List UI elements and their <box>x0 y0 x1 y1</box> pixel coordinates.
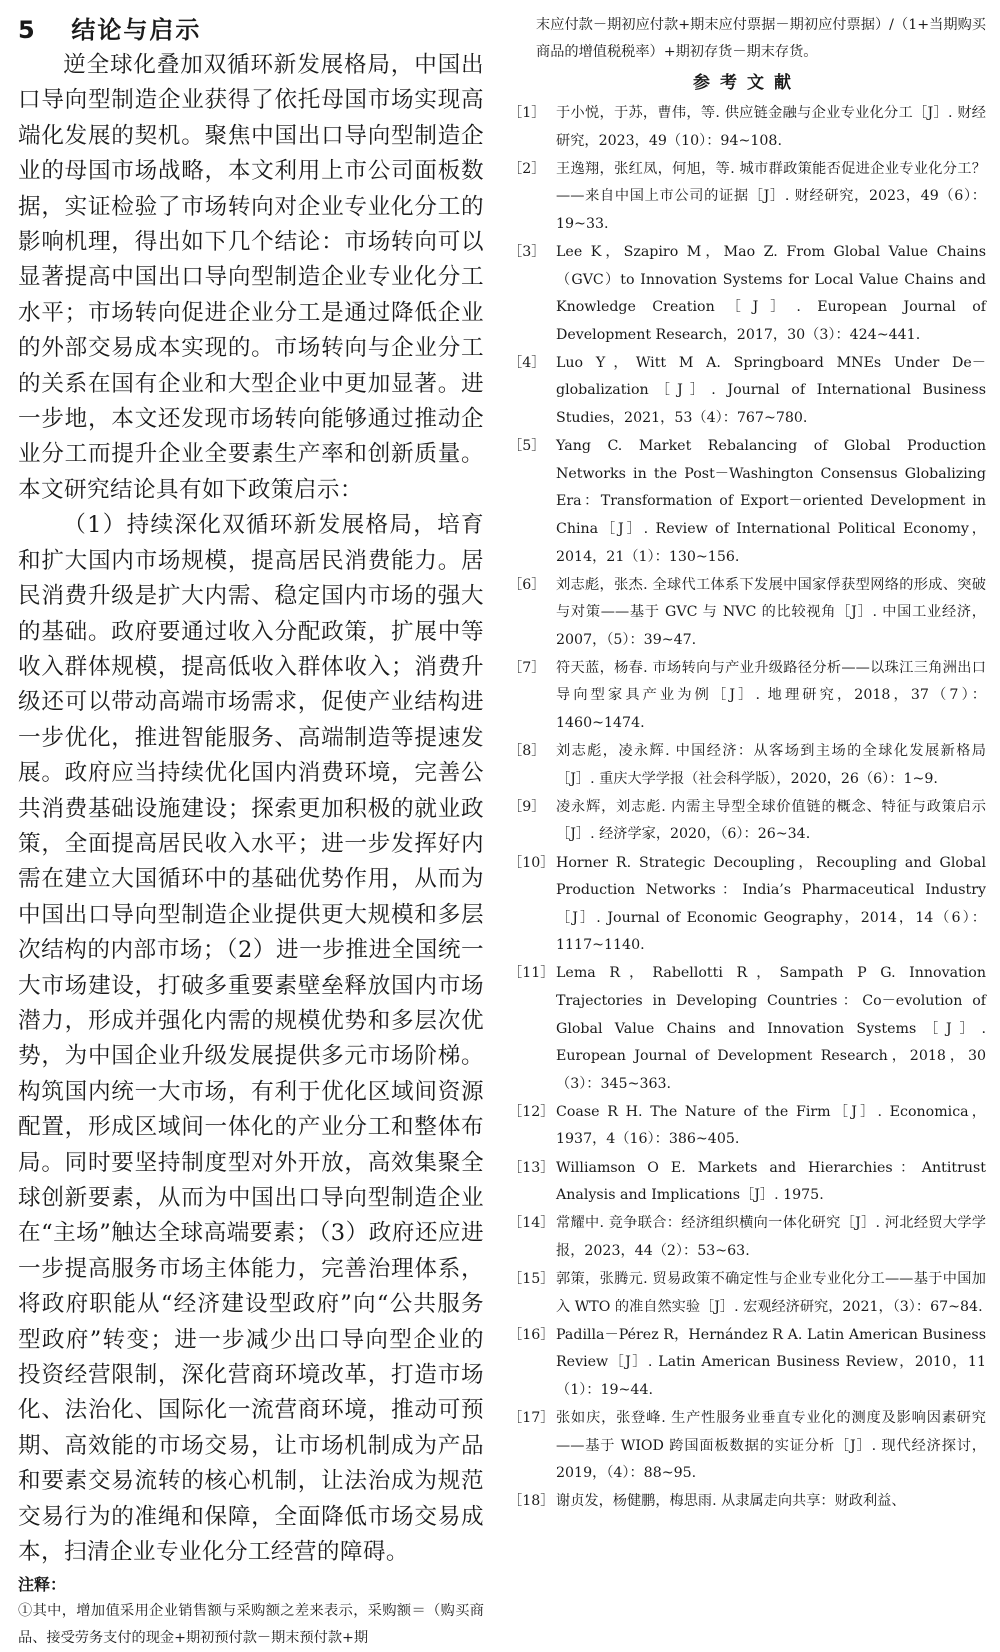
reference-text: 常耀中. 竞争联合：经济组织横向一体化研究［J］. 河北经贸大学学报，2023，44（2）：53~63. <box>556 1215 986 1259</box>
reference-text: Yang C. Market Rebalancing of Global Production Networks in the Post－Washington Consensus Globalizing Era：Transformation of Export－oriented Development in China［J］. Review of International Political Economy，2014，21（1）：130~156. <box>556 438 986 565</box>
reference-item <box>508 350 986 433</box>
reference-number: ［12］ <box>508 1103 555 1120</box>
reference-number: ［17］ <box>508 1409 555 1426</box>
reference-item <box>508 738 986 793</box>
reference-number: ［4］ <box>508 354 546 371</box>
reference-item <box>508 1266 986 1321</box>
policy-paragraph: （1）持续深化双循环新发展格局，培育和扩大国内市场规模，提高居民消费能力。居民消费升级是扩大内需、稳定国内市场的强大的基础。政府要通过收入分配政策，扩展中等收入群体规模，提高低收入群体收入；消费升级还可以带动高端市场需求，促使产业结构进一步优化，推进智能服务、高端制造等提速发展。政府应当持续优化国内消费环境，完善公共消费基础设施建设；探索更加积极的就业政策，全面提高居民收入水平；进一步发挥好内需在建立大国循环中的基础优势作用，从而为中国出口导向型制造企业提供更大规模和多层次结构的内部市场；（2）进一步推进全国统一大市场建设，打破多重要素壁垒释放国内市场潜力，形成并强化内需的规模优势和多层次优势，为中国企业升级发展提供多元市场阶梯。构筑国内统一大市场，有利于优化区域间资源配置，形成区域间一体化的产业分工和整体布局。同时要坚持制度型对外开放，高效集聚全球创新要素，从而为中国出口导向型制造企业在“主场”触达全球高端要素；（3）政府还应进一步提高服务市场主体能力，完善治理体系，将政府职能从“经济建设型政府”向“公共服务型政府”转变；进一步减少出口导向型企业的投资经营限制，深化营商环境改革，打造市场化、法治化、国际化一流营商环境，推动可预期、高效能的市场交易，让市场机制成为产品和要素交易流转的核心机制，让法治成为规范交易行为的准绳和保障，全面降低市场交易成本，扫清企业专业化分工经营的障碍。 <box>18 512 484 1566</box>
note-1: ①其中，增加值采用企业销售额与采购额之差来表示，采购额＝（购买商品、接受劳务支付的现金+期初预付款－期末预付款+期 <box>18 1603 484 1647</box>
reference-number: ［16］ <box>508 1326 555 1343</box>
reference-item <box>508 1099 986 1154</box>
reference-number: ［18］ <box>508 1493 555 1510</box>
notes-block <box>18 1572 484 1652</box>
reference-text: Lee K，Szapiro M，Mao Z. From Global Value Chains（GVC）to Innovation Systems for Local Value Chains and Knowledge Creation［J］. European Journal of Development Research，2017，30（3）：424~441. <box>556 243 986 343</box>
reference-number: ［11］ <box>508 965 555 982</box>
reference-item <box>508 960 986 1098</box>
section-title: 结论与启示 <box>71 16 202 44</box>
section-heading <box>18 12 484 48</box>
reference-number: ［5］ <box>508 438 546 455</box>
reference-number: ［3］ <box>508 243 546 260</box>
reference-text: Horner R. Strategic Decoupling，Recoupling and Global Production Networks：India’s Pharmaceutical Industry［J］. Journal of Economic Geography，2014，14（6）：1117~1140. <box>556 854 986 954</box>
reference-text: 刘志彪，凌永辉. 中国经济：从客场到主场的全球化发展新格局［J］. 重庆大学学报（社会科学版），2020，26（6）：1~9. <box>556 743 986 787</box>
notes-heading: 注释： <box>18 1575 67 1595</box>
reference-number: ［14］ <box>508 1215 555 1232</box>
references-heading: 参考文献 <box>693 73 801 93</box>
reference-list <box>508 100 986 1516</box>
reference-item <box>508 655 986 738</box>
reference-number: ［8］ <box>508 743 546 760</box>
reference-number: ［7］ <box>508 659 546 676</box>
reference-item <box>508 572 986 655</box>
left-column <box>18 12 484 1652</box>
reference-item <box>508 156 986 239</box>
reference-item <box>508 1155 986 1210</box>
reference-number: ［13］ <box>508 1159 555 1176</box>
reference-item <box>508 100 986 155</box>
reference-text: 符天蓝，杨春. 市场转向与产业升级路径分析——以珠江三角洲出口导向型家具产业为例［J］. 地理研究，2018，37（7）：1460~1474. <box>556 659 986 732</box>
reference-item <box>508 794 986 849</box>
reference-number: ［1］ <box>508 105 546 121</box>
reference-text: Padilla－Pérez R，Hernández R A. Latin American Business Review［J］. Latin American Business Review，2010，11（1）：19~44. <box>556 1326 986 1398</box>
reference-item <box>508 239 986 349</box>
reference-number: ［15］ <box>508 1270 555 1287</box>
reference-text: Lema R，Rabellotti R，Sampath P G. Innovation Trajectories in Developing Countries：Co－evolution of Global Value Chains and Innovation Systems［J］. European Journal of Development Research，2018，30（3）：345~363. <box>556 965 986 1092</box>
section-number: 5 <box>18 16 37 44</box>
right-column <box>508 12 986 1516</box>
reference-number: ［2］ <box>508 160 546 177</box>
reference-item <box>508 1210 986 1265</box>
reference-text: Coase R H. The Nature of the Firm［J］. Economica，1937，4（16）：386~405. <box>556 1103 986 1148</box>
note-1-continued: 末应付款－期初应付款+期末应付票据－期初应付票据）/（1+当期购买商品的增值税税率）+期初存货－期末存货。 <box>536 17 986 60</box>
reference-item <box>508 1322 986 1405</box>
reference-text: 刘志彪，张杰. 全球代工体系下发展中国家俘获型网络的形成、突破与对策——基于 GVC 与 NVC 的比较视角［J］. 中国工业经济，2007，（5）：39~47. <box>556 576 986 648</box>
reference-number: ［10］ <box>508 854 555 871</box>
reference-text: 于小悦，于苏，曹伟，等. 供应链金融与企业专业化分工［J］. 财经研究，2023，49（10）：94~108. <box>556 105 986 149</box>
reference-number: ［9］ <box>508 798 546 815</box>
reference-text: 谢贞发，杨健鹏，梅思雨. 从隶属走向共享：财政利益、 <box>556 1493 906 1510</box>
reference-text: Williamson O E. Markets and Hierarchies：Antitrust Analysis and Implications［J］. 1975. <box>556 1159 986 1204</box>
reference-text: Luo Y，Witt M A. Springboard MNEs Under De－globalization［J］. Journal of International Business Studies，2021，53（4）：767~780. <box>556 354 986 427</box>
reference-text: 郭策，张腾元. 贸易政策不确定性与企业专业化分工——基于中国加入 WTO 的准自然实验［J］. 宏观经济研究，2021，（3）：67~84. <box>556 1270 986 1315</box>
reference-item <box>508 433 986 571</box>
reference-item <box>508 1488 986 1516</box>
reference-item <box>508 850 986 960</box>
reference-number: ［6］ <box>508 576 546 593</box>
reference-item <box>508 1405 986 1488</box>
reference-text: 王逸翔，张红凤，何旭，等. 城市群政策能否促进企业专业化分工？——来自中国上市公司的证据［J］. 财经研究，2023，49（6）：19~33. <box>556 160 986 232</box>
reference-text: 张如庆，张登峰. 生产性服务业垂直专业化的测度及影响因素研究——基于 WIOD 跨国面板数据的实证分析［J］. 现代经济探讨，2019，（4）：88~95. <box>556 1409 986 1482</box>
reference-text: 凌永辉，刘志彪. 内需主导型全球价值链的概念、特征与政策启示［J］. 经济学家，2020，（6）：26~34. <box>556 798 986 843</box>
conclusion-paragraph: 逆全球化叠加双循环新发展格局，中国出口导向型制造企业获得了依托母国市场实现高端化发展的契机。聚焦中国出口导向型制造企业的母国市场战略，本文利用上市公司面板数据，实证检验了市场转向对企业专业化分工的影响机理，得出如下几个结论：市场转向可以显著提高中国出口导向型制造企业专业化分工水平；市场转向促进企业分工是通过降低企业的外部交易成本实现的。市场转向与企业分工的关系在国有企业和大型企业中更加显著。进一步地，本文还发现市场转向能够通过推动企业分工而提升企业全要素生产率和创新质量。本文研究结论具有如下政策启示： <box>18 52 484 503</box>
